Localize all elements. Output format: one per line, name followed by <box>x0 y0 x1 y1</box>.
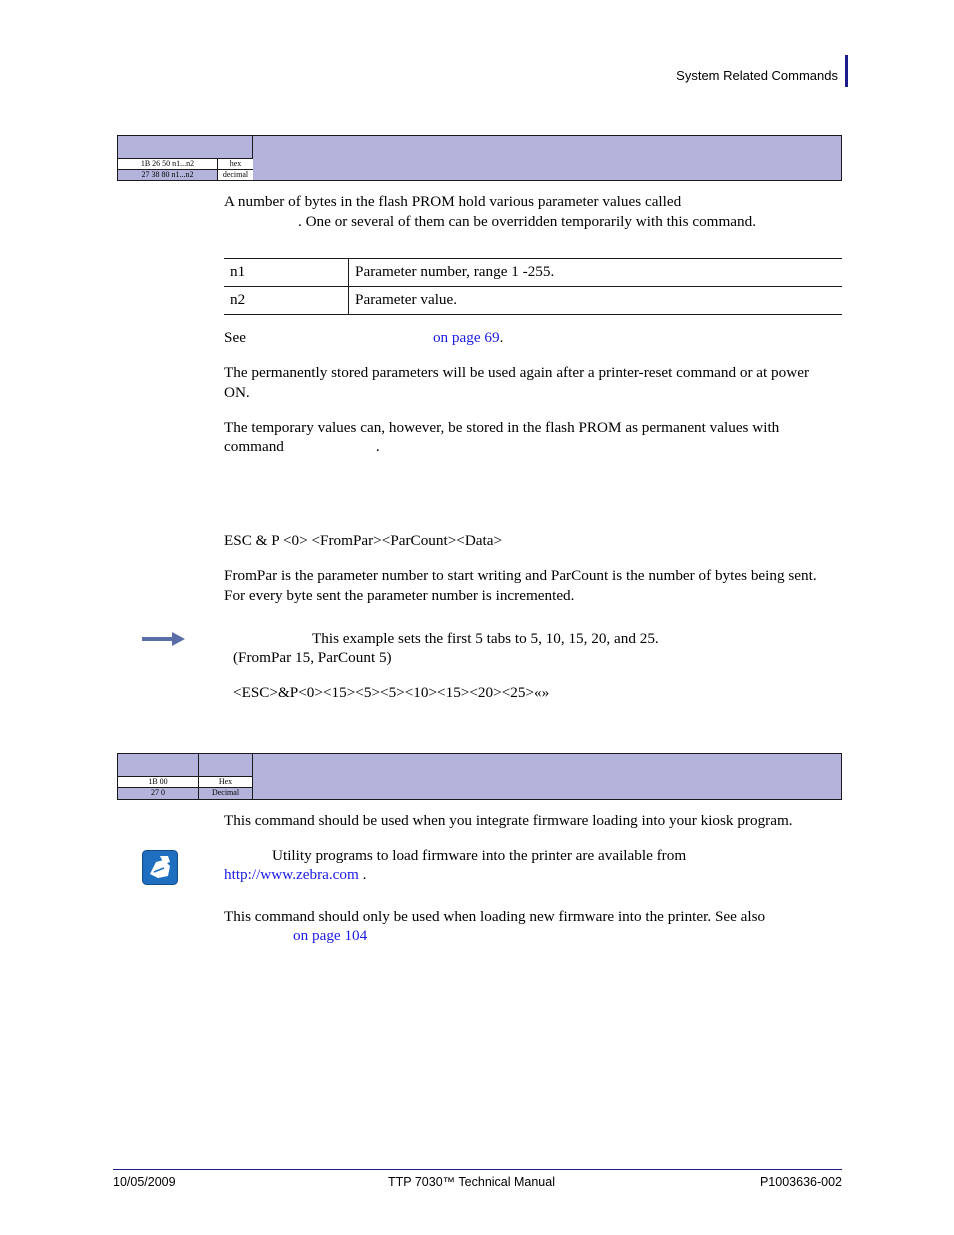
temporary-paragraph-line-1: The temporary values can, however, be stored in the flash PROM as permanent values with <box>224 419 780 436</box>
only-used-paragraph-line-1: This command should only be used when loading new firmware into the printer. See also <box>224 908 766 925</box>
command-word: command <box>224 438 284 455</box>
footer-part-number: P1003636-002 <box>759 1175 842 1189</box>
decimal-code: 27 0 <box>118 787 198 798</box>
hex-label: Hex <box>199 776 252 787</box>
example-code: <ESC>&P<0><15><5><5><10><15><20><25>«» <box>233 684 550 701</box>
note-line-1: Utility programs to load firmware into the printer are available from <box>272 847 687 864</box>
see-prefix: See <box>224 329 246 346</box>
param-desc: Parameter value. <box>355 291 458 308</box>
command-box-divider <box>252 754 253 799</box>
page-104-link[interactable]: on page 104 <box>293 927 368 944</box>
intro-line-1: A number of bytes in the flash PROM hold various parameter values called <box>224 193 682 210</box>
note-line-2 <box>224 865 366 885</box>
example-line-2: (FromPar 15, ParCount 5) <box>233 649 392 666</box>
column-divider <box>348 259 349 286</box>
note-suffix: . <box>362 866 367 883</box>
decimal-code: 27 38 80 n1...n2 <box>118 169 217 180</box>
intro-line-2: . One or several of them can be overridden temporarily with this command. <box>298 213 757 230</box>
hex-code: 1B 26 50 n1...n2 <box>118 158 217 169</box>
period: . <box>375 438 380 455</box>
header-rule <box>845 55 848 87</box>
example-line-1: This example sets the first 5 tabs to 5, 10, 15, 20, and 25. <box>312 630 659 647</box>
table-row <box>224 258 842 287</box>
page-69-link[interactable]: on page 69 <box>432 329 500 346</box>
frompar-paragraph: FromPar is the parameter number to start writing and ParCount is the number of bytes being sent. For every byte sent the parameter number is incremented. <box>224 567 817 604</box>
zebra-link[interactable]: http://www.zebra.com <box>224 866 359 883</box>
footer-date: 10/05/2009 <box>113 1175 176 1189</box>
see-suffix: . <box>499 329 504 346</box>
command-box-esc-and-p <box>117 135 842 181</box>
param-name: n2 <box>230 291 246 308</box>
example-arrow-icon <box>142 631 186 647</box>
section-title: System Related Commands <box>676 68 838 83</box>
command-box-esc-nul <box>117 753 842 800</box>
see-reference <box>224 328 844 348</box>
temporary-paragraph-line-2 <box>224 437 380 457</box>
permanent-paragraph: The permanently stored parameters will be used again after a printer-reset command or at power ON. <box>224 364 810 401</box>
footer-title: TTP 7030™ Technical Manual <box>388 1175 555 1189</box>
syntax-line: ESC & P <0> <FromPar><ParCount><Data> <box>224 532 503 549</box>
param-desc: Parameter number, range 1 -255. <box>355 263 555 280</box>
hex-code: 1B 00 <box>118 776 198 787</box>
param-name: n1 <box>230 263 246 280</box>
decimal-label: decimal <box>217 169 253 180</box>
integrate-paragraph: This command should be used when you integrate firmware loading into your kiosk program. <box>224 812 793 829</box>
parameter-table <box>224 258 842 315</box>
footer-rule <box>113 1169 842 1170</box>
table-row <box>224 287 842 315</box>
column-divider <box>348 287 349 314</box>
decimal-label: Decimal <box>199 787 252 798</box>
hex-label: hex <box>217 158 253 169</box>
note-icon <box>142 850 178 885</box>
